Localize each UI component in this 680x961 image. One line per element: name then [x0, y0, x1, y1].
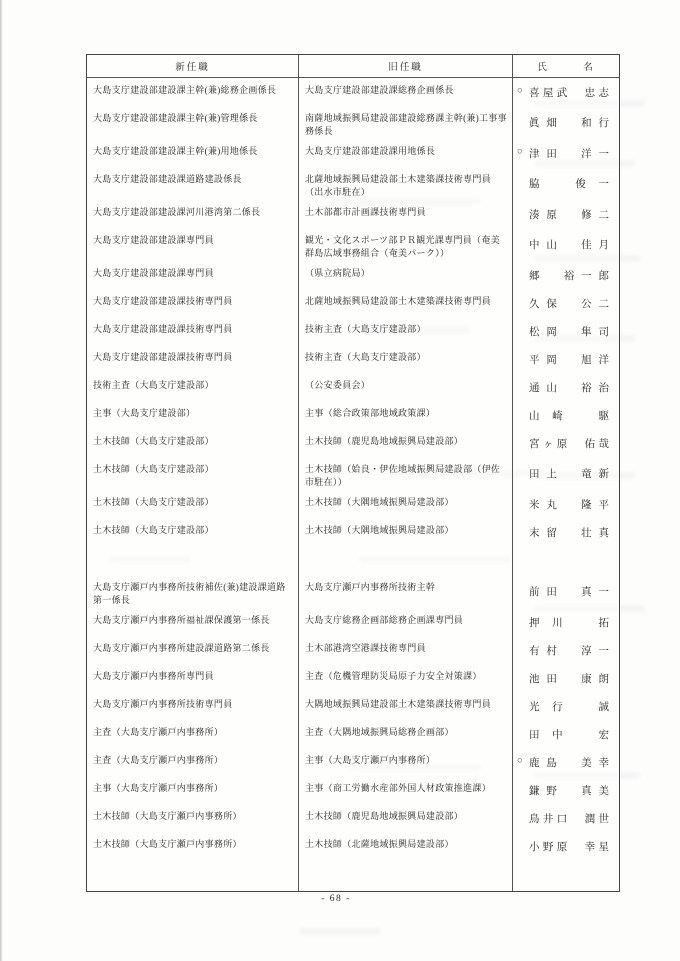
- name-marker: ○: [517, 147, 523, 158]
- table-row: [87, 720, 619, 748]
- cell-old-position: 土木技師（姶良・伊佐地域振興局建設部（伊佐市駐在））: [298, 457, 512, 490]
- table-row: [87, 106, 619, 139]
- cell-new-position: 主査（大島支庁瀬戸内事務所）: [93, 727, 224, 737]
- person-name: 田上 竜新: [529, 469, 609, 480]
- table-row: [87, 608, 619, 636]
- table-row: [87, 200, 619, 228]
- cell-old-position: 主事（総合政策部地域政策課）: [298, 401, 512, 429]
- person-name: 脇 俊一: [529, 179, 609, 190]
- cell-old-position: 土木技師（鹿児島地域振興局建設部）: [298, 429, 512, 457]
- cell-old-position: 土木技師（大隅地域振興局建設部）: [298, 490, 512, 518]
- person-name: 小野原 幸星: [529, 841, 609, 853]
- cell-name: [512, 748, 619, 776]
- cell-name: [512, 575, 619, 608]
- cell-old-position: 主事（大島支庁瀬戸内事務所）: [298, 748, 512, 776]
- name-marker: ○: [517, 756, 523, 767]
- cell-old-position: 土木技師（大隅地域振興局建設部）: [298, 518, 512, 546]
- person-name: 山崎 駆: [529, 410, 609, 422]
- cell-name: [512, 139, 619, 167]
- cell-name: [512, 429, 619, 457]
- table-row: [87, 167, 619, 200]
- table-row: [87, 692, 619, 720]
- cell-old-position: 大島支庁瀬戸内事務所技術主幹: [298, 575, 512, 608]
- cell-new-position: 土木技師（大島支庁建設部）: [93, 464, 214, 474]
- person-name: 通山 裕治: [529, 382, 609, 394]
- cell-name: [512, 167, 619, 200]
- cell-new-position: 大島支庁瀬戸内事務所建設課道路第二係長: [93, 643, 270, 653]
- person-name: 押川 拓: [529, 617, 609, 629]
- cell-name: [512, 490, 619, 518]
- cell-new-position: 大島支庁建設部建設課技術専門員: [93, 352, 233, 362]
- header-name: 氏 名: [512, 55, 619, 77]
- cell-old-position: 大隅地域振興局建設部土木建築課技術専門員: [298, 692, 512, 720]
- cell-new-position: 主査（大島支庁瀬戸内事務所）: [93, 755, 224, 765]
- name-marker: ○: [517, 86, 523, 97]
- personnel-transfer-table: [86, 54, 620, 892]
- cell-new-position: 技術主査（大島支庁建設部）: [93, 380, 214, 390]
- cell-old-position: 南薩地域振興局建設部建設総務課主幹(兼)工事事務係長: [298, 106, 512, 139]
- table-row: [87, 345, 619, 373]
- cell-name: [512, 608, 619, 636]
- cell-new-position: 大島支庁建設部建設課主幹(兼)総務企画係長: [93, 85, 277, 95]
- person-name: 田中 宏: [529, 729, 609, 741]
- cell-old-position: 北薩地域振興局建設部土木建築課技術専門員: [298, 289, 512, 317]
- table-row: [87, 457, 619, 490]
- cell-new-position: 大島支庁瀬戸内事務所福祉課保護第一係長: [93, 615, 270, 625]
- cell-name: [512, 401, 619, 429]
- cell-new-position: 大島支庁建設部建設課専門員: [93, 235, 214, 245]
- cell-new-position: 大島支庁瀬戸内事務所技術専門員: [93, 699, 233, 709]
- cell-old-position: 主事（商工労働水産部外国人材政策推進課）: [298, 776, 512, 804]
- cell-old-position: 土木技師（北薩地域振興局建設部）: [298, 832, 512, 860]
- cell-name: [512, 692, 619, 720]
- table-header-row: [87, 55, 619, 78]
- table-row: [87, 228, 619, 261]
- person-name: 光行 誠: [529, 701, 609, 713]
- person-name: 末留 壮真: [529, 527, 609, 539]
- cell-name: [512, 664, 619, 692]
- person-name: 喜屋武 忠志: [529, 87, 609, 99]
- cell-new-position: 土木技師（大島支庁建設部）: [93, 525, 214, 535]
- table-row: [87, 636, 619, 664]
- cell-old-position: （県立病院局）: [298, 261, 512, 289]
- cell-name: [512, 636, 619, 664]
- cell-name: [512, 261, 619, 289]
- cell-name: [512, 373, 619, 401]
- person-name: 前田 真一: [529, 587, 609, 598]
- table-bottom-filler: [87, 860, 619, 891]
- table-row: [87, 575, 619, 608]
- person-name: 米丸 隆平: [529, 499, 609, 511]
- cell-old-position: 大島支庁建設部建設課用地係長: [298, 139, 512, 167]
- cell-old-position: 技術主査（大島支庁建設部）: [298, 317, 512, 345]
- table-row: [87, 289, 619, 317]
- cell-name: [512, 78, 619, 106]
- header-new-position: 新任職: [175, 63, 210, 73]
- cell-new-position: 大島支庁瀬戸内事務所技術補佐(兼)建設課道路第一係長: [93, 582, 286, 605]
- cell-name: [512, 289, 619, 317]
- person-name: 鎌野 真美: [529, 785, 609, 797]
- cell-old-position: 主査（大隅地域振興局総務企画部）: [298, 720, 512, 748]
- table-row: [87, 78, 619, 106]
- table-row: [87, 261, 619, 289]
- cell-old-position: （公安委員会）: [298, 373, 512, 401]
- cell-old-position: 観光・文化スポーツ部ＰＲ観光課専門員（奄美群島広域事務組合（奄美パーク））: [298, 228, 512, 261]
- cell-name: [512, 804, 619, 832]
- cell-new-position: 土木技師（大島支庁建設部）: [93, 497, 214, 507]
- person-name: 中山 佳月: [529, 240, 609, 251]
- cell-name: [512, 776, 619, 804]
- cell-new-position: 主事（大島支庁建設部）: [93, 408, 196, 418]
- cell-new-position: 大島支庁瀬戸内事務所専門員: [93, 671, 214, 681]
- section-spacer-row: [87, 546, 619, 575]
- cell-new-position: 土木技師（大島支庁建設部）: [93, 436, 214, 446]
- cell-old-position: 土木部都市計画課技術専門員: [298, 200, 512, 228]
- cell-name: [512, 345, 619, 373]
- cell-name: [512, 200, 619, 228]
- table-row: [87, 748, 619, 776]
- cell-new-position: 大島支庁建設部建設課主幹(兼)用地係長: [93, 146, 258, 156]
- cell-old-position: 主査（危機管理防災局原子力安全対策課）: [298, 664, 512, 692]
- cell-new-position: 大島支庁建設部建設課専門員: [93, 268, 214, 278]
- cell-new-position: 大島支庁建設部建設課河川港湾第二係長: [93, 207, 261, 217]
- person-name: 有村 淳一: [529, 645, 609, 657]
- person-name: 郷 裕一郎: [529, 270, 609, 282]
- table-row: [87, 317, 619, 345]
- person-name: 鹿島 美幸: [529, 757, 609, 769]
- table-body: [87, 78, 619, 891]
- cell-old-position: 北薩地域振興局建設部土木建築課技術専門員（出水市駐在）: [298, 167, 512, 200]
- scan-edge-shadow: [0, 0, 3, 961]
- table-row: [87, 776, 619, 804]
- person-name: 眞畑 和行: [529, 118, 609, 129]
- person-name: 久保 公二: [529, 298, 609, 310]
- cell-name: [512, 518, 619, 546]
- cell-name: [512, 832, 619, 860]
- cell-new-position: 大島支庁建設部建設課道路建設係長: [93, 174, 242, 184]
- cell-old-position: 土木部港湾空港課技術専門員: [298, 636, 512, 664]
- cell-old-position: 土木技師（鹿児島地域振興局建設部）: [298, 804, 512, 832]
- table-row: [87, 664, 619, 692]
- table-row: [87, 139, 619, 167]
- table-row: [87, 373, 619, 401]
- table-row: [87, 490, 619, 518]
- person-name: 平岡 旭洋: [529, 354, 609, 366]
- bleedthrough-mark: [300, 928, 380, 935]
- cell-name: [512, 106, 619, 139]
- table-row: [87, 429, 619, 457]
- cell-new-position: 土木技師（大島支庁瀬戸内事務所）: [93, 839, 242, 849]
- cell-name: [512, 720, 619, 748]
- table-row: [87, 401, 619, 429]
- cell-name: [512, 457, 619, 490]
- cell-new-position: 大島支庁建設部建設課技術専門員: [93, 296, 233, 306]
- table-row: [87, 518, 619, 546]
- cell-old-position: 技術主査（大島支庁建設部）: [298, 345, 512, 373]
- person-name: 池田 康朗: [529, 673, 609, 685]
- person-name: 湊原 修二: [529, 209, 609, 221]
- cell-name: [512, 317, 619, 345]
- table-row: [87, 804, 619, 832]
- person-name: 津田 洋一: [529, 148, 609, 160]
- cell-old-position: 大島支庁建設部建設課総務企画係長: [298, 78, 512, 106]
- header-old-position: 旧任職: [298, 55, 512, 77]
- page-number: - 68 -: [321, 894, 351, 904]
- cell-new-position: 土木技師（大島支庁瀬戸内事務所）: [93, 811, 242, 821]
- cell-new-position: 大島支庁建設部建設課技術専門員: [93, 324, 233, 334]
- cell-new-position: 主事（大島支庁瀬戸内事務所）: [93, 783, 224, 793]
- cell-old-position: 大島支庁総務企画部総務企画課専門員: [298, 608, 512, 636]
- person-name: 鳥井口 潤世: [529, 813, 609, 825]
- cell-new-position: 大島支庁建設部建設課主幹(兼)管理係長: [93, 113, 258, 123]
- cell-name: [512, 228, 619, 261]
- person-name: 松岡 隼司: [529, 326, 609, 338]
- table-row: [87, 832, 619, 860]
- person-name: 宮ヶ原 佑哉: [529, 438, 609, 450]
